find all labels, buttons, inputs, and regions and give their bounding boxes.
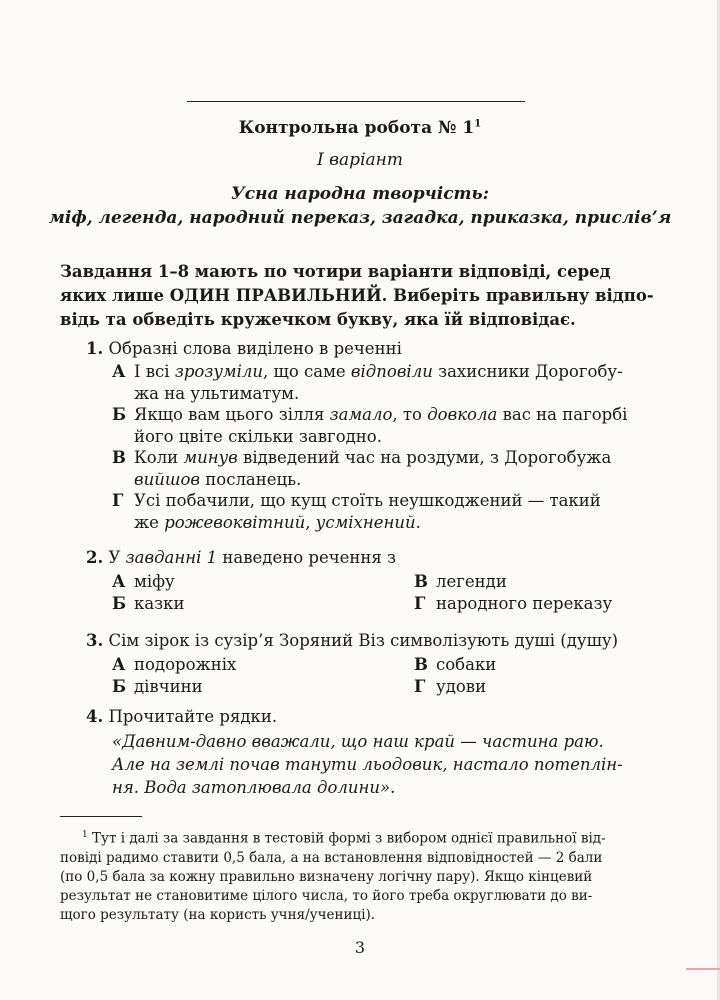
footnote-mark: 1 <box>82 830 88 840</box>
option-letter: В <box>112 448 126 467</box>
header-rule <box>187 101 525 102</box>
option-v: В Коли минув відведений час на роздуми, з Дорогобужа <box>112 448 612 467</box>
topic-heading: Усна народна творчість: <box>230 184 490 204</box>
option-g: Г народного переказу <box>414 594 613 613</box>
option-b: Б казки <box>112 594 185 613</box>
option-v-continued: вийшов посланець. <box>134 470 302 489</box>
question-text: Сім зірок із сузір’я Зоряний Віз символізують душі (душу) <box>108 631 619 650</box>
option-v: В легенди <box>414 572 507 591</box>
question-number: 2. <box>86 548 104 567</box>
question-4 <box>86 706 277 728</box>
option-letter: А <box>112 362 126 381</box>
instruction-line: Завдання 1–8 мають по чотири варіанти відповіді, серед <box>60 262 611 281</box>
option-v: В собаки <box>414 655 497 674</box>
page-number: 3 <box>354 938 366 957</box>
title-footnote-mark: 1 <box>474 118 482 130</box>
option-a: А міфу <box>112 572 175 591</box>
instruction-line: відь та обведіть кружечком букву, яка їй відповідає. <box>60 310 576 329</box>
question-text: Образні слова виділено в реченні <box>108 339 402 358</box>
footnote-rule <box>60 816 142 817</box>
quote-line: Але на землі почав танути льодовик, настало потеплін- <box>112 755 623 774</box>
option-letter: Б <box>112 405 127 424</box>
option-g: Г Усі побачили, що кущ стоїть неушкоджений — такий <box>112 491 601 510</box>
variant-label: I варіант <box>317 150 403 170</box>
option-b-continued: його цвіте скільки завгодно. <box>134 427 382 446</box>
page-edge-mark <box>686 968 720 970</box>
option-b: Б дівчини <box>112 677 203 696</box>
question-1 <box>86 338 402 360</box>
option-letter: Г <box>112 491 124 510</box>
quote-line: ня. Вода затоплювала долини». <box>112 778 396 797</box>
question-number: 3. <box>86 631 104 650</box>
instruction-line: яких лише ОДИН ПРАВИЛЬНИЙ. Виберіть правильну відпо- <box>60 286 654 305</box>
option-g-continued: же рожевоквітний, усміхнений. <box>134 513 421 532</box>
quote-line: «Давним-давно вважали, що наш край — частина раю. <box>112 732 604 751</box>
option-a: А подорожніх <box>112 655 237 674</box>
option-a: А І всі зрозуміли, що саме відповіли захисники Дорогобу- <box>112 362 623 381</box>
option-a-continued: жа на ультиматум. <box>134 384 300 403</box>
page-title: Контрольна робота № $1^1$ <box>238 118 482 138</box>
question-number: 4. <box>86 707 104 726</box>
question-3 <box>86 630 618 652</box>
question-text: Прочитайте рядки. <box>108 707 278 726</box>
question-2: 2. У завданні 1 наведено речення з <box>86 548 397 567</box>
option-b: Б Якщо вам цього зілля замало, то довкола вас на пагорбі <box>112 405 628 424</box>
question-number: 1. <box>86 339 104 358</box>
option-g: Г удови <box>414 677 487 696</box>
topic-subheading: міф, легенда, народний переказ, загадка, приказка, прислів’я <box>48 208 672 228</box>
footnote: $^1$ Тут і далі за завдання в тестовій формі з вибором однієї правильної від- повіді радимо ставити 0,5 бала, а на встановлення відповідностей — 2 бали (по 0,5 бала за кожну правильно визначену логічну пару). Якщо кінцевий результат не становитиме цілого числа, то його треба округлювати до ви- щого результату (на користь учня/учениці). <box>60 830 606 923</box>
